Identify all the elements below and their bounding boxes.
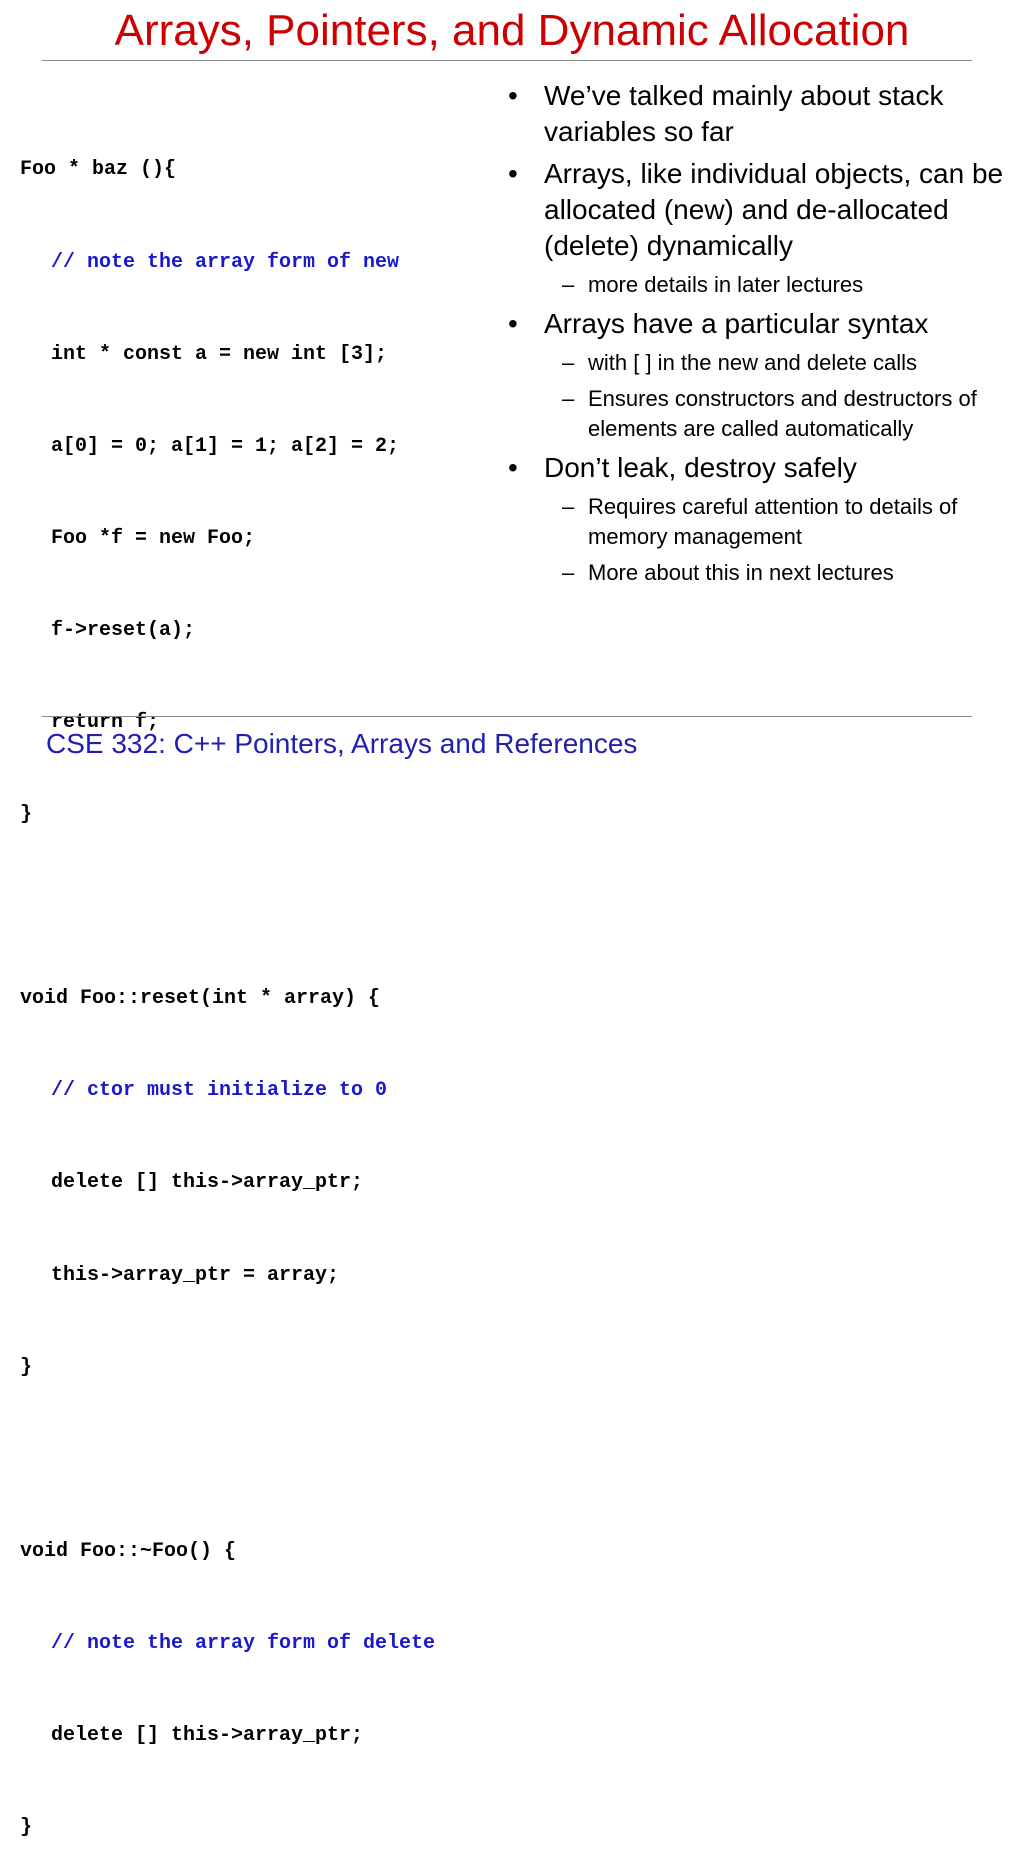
bullet-list	[508, 78, 1018, 594]
code-line: delete [] this->array_ptr;	[51, 1724, 364, 1747]
sub-bullet-item	[508, 270, 1018, 300]
sub-bullet-dash: –	[562, 494, 575, 519]
code-line: void Foo::~Foo() {	[20, 1539, 237, 1563]
code-line: Foo *f = new Foo;	[51, 526, 256, 550]
bullet-item	[508, 78, 1018, 150]
bullet-dot: •	[508, 308, 518, 339]
sub-bullet-dash: –	[562, 560, 575, 585]
sub-bullet-text: Requires careful attention to details of memory management	[588, 494, 958, 549]
sub-bullet-text: Ensures constructors and destructors of elements are called automatically	[588, 386, 977, 441]
code-line: }	[20, 1816, 33, 1840]
code-comment: // ctor must initialize to 0	[51, 1079, 388, 1103]
sub-bullet-dash: –	[562, 386, 575, 411]
sub-bullet-item	[508, 384, 1018, 444]
code-line: int * const a = new int [3];	[51, 342, 388, 366]
code-line: delete [] this->array_ptr;	[51, 1171, 364, 1195]
slide-footer: CSE 332: C++ Pointers, Arrays and References	[46, 728, 638, 759]
code-line: this->array_ptr = array;	[51, 1263, 340, 1287]
bullet-dot: •	[508, 158, 518, 189]
sub-bullet-text: More about this in next lectures	[588, 560, 894, 585]
bullet-text: Arrays have a particular syntax	[544, 308, 929, 339]
code-comment: // note the array form of new	[51, 250, 400, 274]
code-blank-line	[20, 1445, 435, 1476]
sub-bullet-text: more details in later lectures	[588, 272, 864, 297]
bullet-text: Arrays, like individual objects, can be allocated (new) and de-allocated (delete) dynamically	[544, 158, 1004, 261]
bullet-item	[508, 306, 1018, 342]
code-line: }	[20, 1355, 33, 1379]
code-line: f->reset(a);	[51, 618, 196, 642]
bullet-text: Don’t leak, destroy safely	[544, 452, 857, 483]
code-blank-line	[20, 892, 435, 923]
sub-bullet-dash: –	[562, 350, 575, 375]
sub-bullet-dash: –	[562, 272, 575, 297]
code-line: }	[20, 803, 33, 827]
bullet-text: We’ve talked mainly about stack variables so far	[544, 80, 944, 147]
code-comment: // note the array form of delete	[51, 1631, 436, 1655]
bullet-dot: •	[508, 452, 518, 483]
title-divider	[42, 60, 972, 61]
sub-bullet-item	[508, 558, 1018, 588]
code-line: a[0] = 0; a[1] = 1; a[2] = 2;	[51, 434, 400, 458]
sub-bullet-item	[508, 348, 1018, 378]
bullet-item	[508, 450, 1018, 486]
bullet-dot: •	[508, 80, 518, 111]
footer-divider	[42, 716, 972, 717]
slide-title: Arrays, Pointers, and Dynamic Allocation	[114, 6, 910, 55]
sub-bullet-item	[508, 492, 1018, 552]
code-block	[20, 94, 435, 1874]
code-line: void Foo::reset(int * array) {	[20, 987, 381, 1011]
sub-bullet-text: with [ ] in the new and delete calls	[588, 350, 917, 375]
bullet-item	[508, 156, 1018, 264]
code-line: return f;	[51, 710, 160, 734]
code-line: Foo * baz (){	[20, 158, 177, 182]
